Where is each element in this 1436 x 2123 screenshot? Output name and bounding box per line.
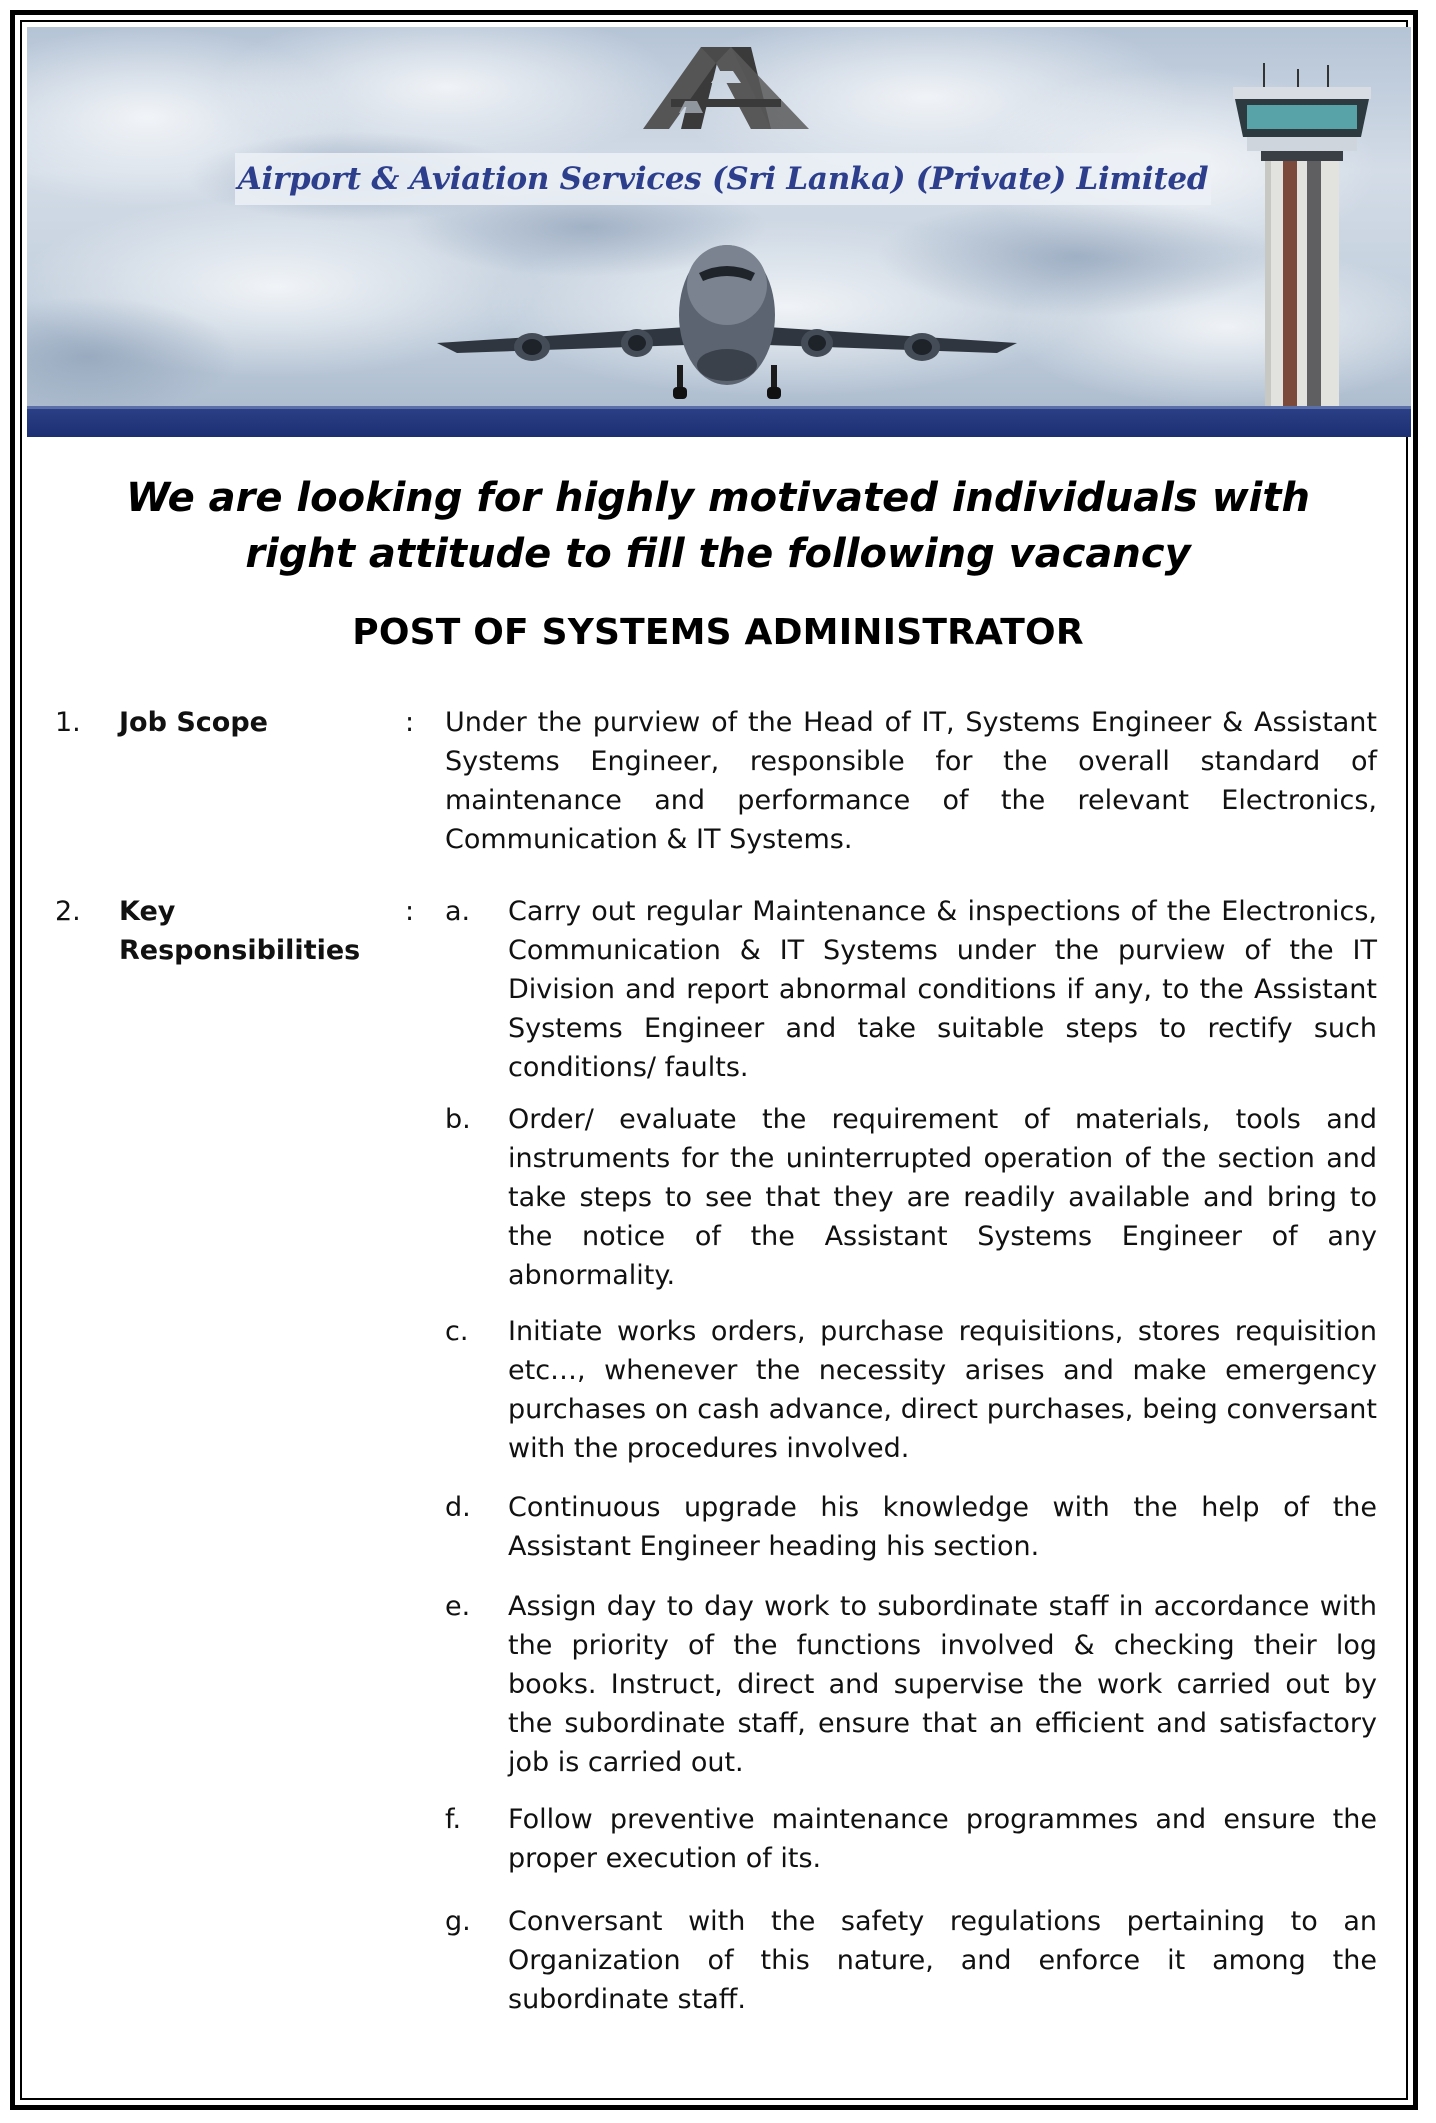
company-logo <box>641 43 811 133</box>
list-item-text: Initiate works orders, purchase requisitions, stores requisition etc…, whenever the necessity arises and make emergency purchases on cash advance, direct purchases, being conversant with the procedures involved. <box>508 1316 1377 1464</box>
list-item-letter: f. <box>445 1804 462 1835</box>
section-label-line-1: Key <box>119 896 176 927</box>
headline-line-2: right attitude to fill the following vacancy <box>245 531 1191 577</box>
list-item-text: Order/ evaluate the requirement of materials, tools and instruments for the uninterrupted operation of the section and take steps to see that they are readily available and bring to the notice of the Assistant Systems Engineer of any abnormality. <box>508 1104 1377 1291</box>
control-tower-illustration <box>1227 63 1377 408</box>
list-item <box>445 1587 1377 1782</box>
job-scope-text: Under the purview of the Head of IT, Systems Engineer & Assistant Systems Engineer, responsible for the overall standard of maintenance and performance of the relevant Electronics, Communication & IT Systems. <box>445 707 1377 855</box>
section-number: 1. <box>55 707 81 738</box>
list-item-letter: e. <box>445 1591 471 1622</box>
section-label <box>119 892 379 970</box>
responsibilities-list <box>445 892 1377 2019</box>
list-item <box>445 1100 1377 1295</box>
list-item-letter: d. <box>445 1492 471 1523</box>
airplane-illustration <box>437 215 1017 405</box>
list-item-letter: g. <box>445 1906 471 1937</box>
list-item-letter: a. <box>445 896 471 927</box>
list-item-text: Assign day to day work to subordinate staff in accordance with the priority of the functions involved & checking their log books. Instruct, direct and supervise the work carried out by the subordinate staff, ensure that an efficient and satisfactory job is carried out. <box>508 1591 1377 1778</box>
post-title: POST OF SYSTEMS ADMINISTRATOR <box>352 612 1084 653</box>
list-item <box>445 1488 1377 1566</box>
list-item <box>445 1800 1377 1878</box>
company-name-bar <box>235 153 1211 205</box>
list-item <box>445 1312 1377 1468</box>
list-item-text: Conversant with the safety regulations pertaining to an Organization of this nature, and enforce it among the subordinate staff. <box>508 1906 1377 2015</box>
headline-line-1: We are looking for highly motivated individuals with <box>126 475 1310 521</box>
recruitment-headline <box>40 470 1396 582</box>
list-item-letter: c. <box>445 1316 469 1347</box>
banner-blue-strip <box>27 409 1411 437</box>
list-item-text: Carry out regular Maintenance & inspections of the Electronics, Communication & IT Systems under the purview of the IT Division and report abnormal conditions if any, to the Assistant Systems Engineer and take suitable steps to rectify such conditions/ faults. <box>508 896 1377 1083</box>
section-number: 2. <box>55 896 81 927</box>
list-item <box>445 1902 1377 2019</box>
section-job-scope <box>55 703 1380 863</box>
section-label-line-2: Responsibilities <box>119 935 361 966</box>
header-banner <box>27 27 1411 437</box>
list-item <box>445 892 1377 1087</box>
section-label: Job Scope <box>119 707 268 738</box>
list-item-text: Follow preventive maintenance programmes and ensure the proper execution of its. <box>508 1804 1377 1874</box>
section-colon: : <box>405 896 415 927</box>
section-key-responsibilities <box>55 892 1380 2022</box>
list-item-letter: b. <box>445 1104 471 1135</box>
section-colon: : <box>405 707 415 738</box>
list-item-text: Continuous upgrade his knowledge with the help of the Assistant Engineer heading his section. <box>508 1492 1377 1562</box>
company-name: Airport & Aviation Services (Sri Lanka) (Private) Limited <box>237 161 1209 197</box>
